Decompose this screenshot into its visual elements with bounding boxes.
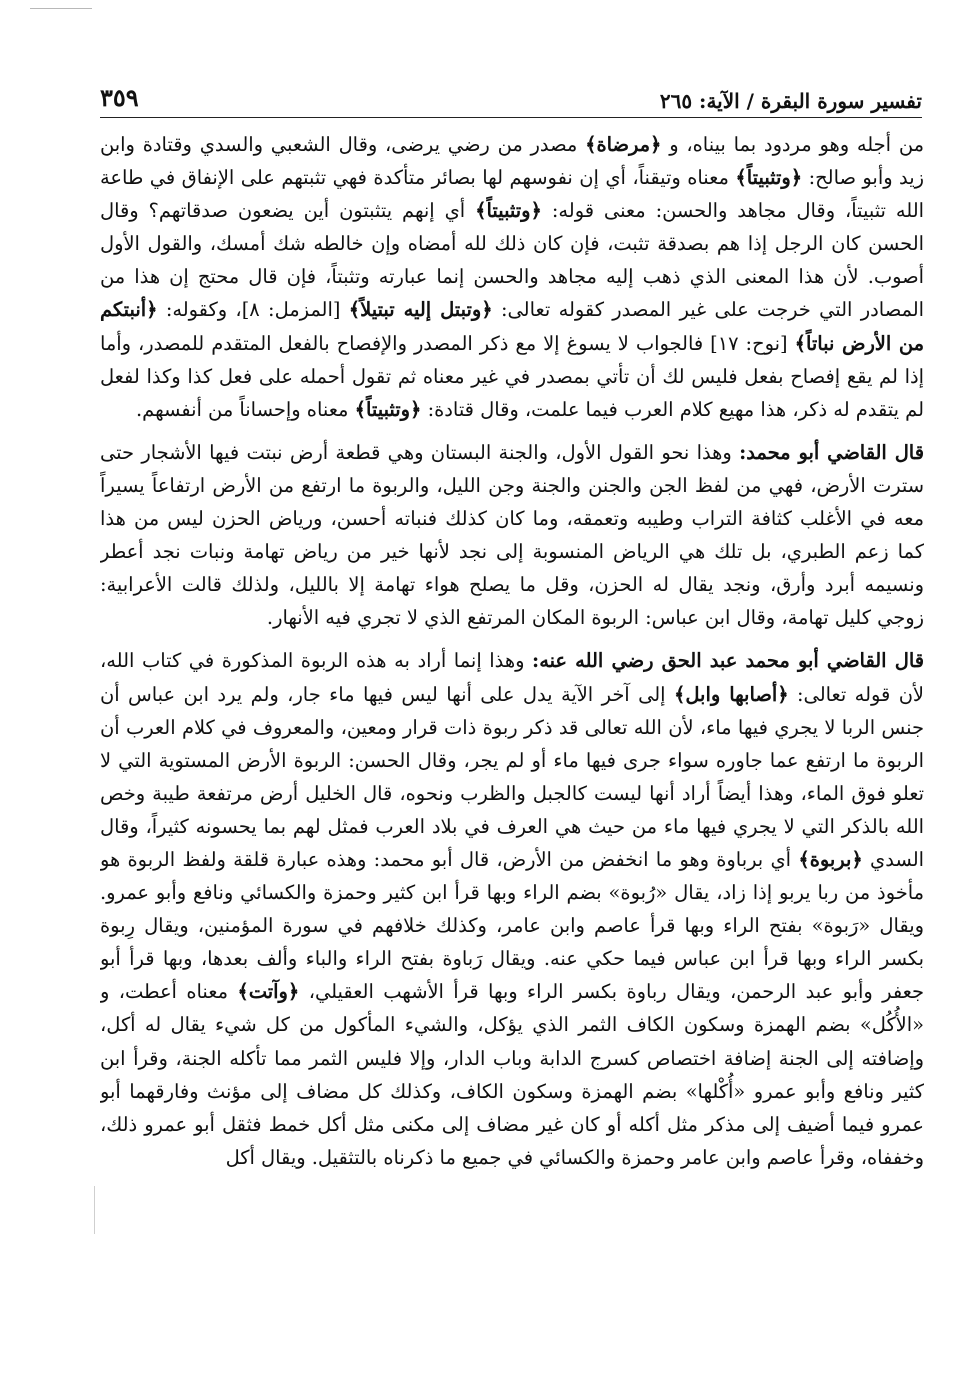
text-run: معناه وإحساناً من أنفسهم. — [136, 397, 355, 421]
text-run: إلى آخر الآية يدل على أنها ليس فيها ماء جار، ولم يرد ابن عباس أن جنس الربا لا يجري فيها ماء، لأن الله تعالى قد ذكر ربوة ذات قرار ومعين، والمعروف في كلام العرب أن الربوة ما ارتفع عما جاوره سواء جرى فيها ماء أو لم يجر، وقال الحسن: الربوة الأرض المستوية التي لا تعلو فوق الماء، وهذا أيضاً أراد أنها ليست كالجبل والظرب ونحوه، قال الخليل أرض مرتفعة طيبة وخص الله بالذكر التي لا يجري فيها ماء من حيث هي العرف في بلاد العرب فمثل لهم بما يحسونه كثيراً، وقال السدي — [100, 682, 924, 871]
page-number: ٣٥٩ — [100, 83, 139, 113]
quran-quote: ﴿وآتت﴾ — [237, 980, 300, 1004]
text-run: أي إنهم يتثبتون أين يضعون صدقاتهم؟ وقال الحسن كان الرجل إذا هم بصدقة تثبت، فإن كان ذلك لله أمضاه وإن خالطه شك أمسك، والقول الأول أصوب. لأن هذا المعنى الذي ذهب إليه مجاهد والحسن إنما عبارته وتثبتاً، فإن قال محتج إن هذا من المصادر التي خرجت على غير المصدر كقوله تعالى: — [100, 199, 924, 322]
running-title: تفسير سورة البقرة / الآية: ٢٦٥ — [659, 89, 922, 113]
page-body — [100, 128, 924, 1394]
paragraph — [100, 644, 924, 1174]
margin-mark — [94, 1186, 95, 1234]
text-run: أي برباوة وهو ما انخفض من الأرض، قال أبو محمد: وهذه عبارة قلقة ولفظ الربوة هو مأخوذ من ربا يربو إذا زاد، يقال «رُبوة» بضم الراء وبها قرأ ابن كثير وحمزة والكسائي ونافع وأبو عمرو. ويقال «رَبوة» بفتح الراء وبها قرأ عاصم وابن عامر، وكذلك خلافهم في سورة المؤمنين، ويقال رِبوة بكسر الراء وبها قرأ ابن عباس فيما حكي عنه. ويقال رَباوة بفتح الراء والباء وألف بعدها، وبها قرأ أبو جعفر وأبو عبد الرحمن، ويقال رباوة بكسر الراء وبها قرأ الأشهب العقيلي، — [100, 847, 924, 1004]
quran-quote: ﴿وتثبيتاً﴾ — [475, 199, 542, 223]
paragraph — [100, 128, 924, 426]
text-run: [نوح: ١٧] فالجواب لا يسوغ إلا مع ذكر المصدر والإفصاح بالفعل المتقدم للمصدر، وأما إذا لم يقع إفصاح بفعل فليس لك أن تأتي بمصدر في غير معناه ثم تقول أحمله على فعل كذا وكذا لفعل لم يتقدم له ذكر، هذا مهيع كلام العرب فيما علمت، وقال قتادة: — [100, 331, 924, 421]
scan-edge-mark — [30, 8, 92, 9]
text-run: معناه وتيقناً، أي إن نفوسهم لها بصائر متأكدة فهي تثبتهم على الإنفاق في طاعة الله تثبيتاً، وقال مجاهد والحسن: معنى قوله: — [100, 166, 924, 223]
quran-quote: ﴿وتثبيتاً﴾ — [735, 166, 803, 190]
quran-quote: ﴿أصابها وابل﴾ — [674, 682, 789, 706]
text-run: من أجله وهو مردود بما بيناه، و — [661, 133, 924, 156]
text-run: [المزمل: ٨]، وكقوله: — [157, 298, 349, 322]
quran-quote: ﴿مرضاة﴾ — [585, 133, 662, 156]
paragraph-lead: قال القاضي أبو محمد: — [739, 440, 924, 464]
quran-quote: ﴿وتثبيتاً﴾ — [354, 397, 422, 421]
paragraph-lead: قال القاضي أبو محمد عبد الحق رضي الله عنه: — [532, 649, 924, 673]
page-header — [100, 82, 922, 118]
paragraph — [100, 436, 924, 635]
text-run: مصدر من رضي يرضى، وقال الشعبي والسدي وقتادة وابن زيد وأبو صالح: — [100, 133, 924, 190]
text-run: معناه أعطت، و «الأُكُل» بضم الهمزة وسكون الكاف الثمر الذي يؤكل، والشيء المأكول من كل شيء يقال له أكل، وإضافته إلى الجنة إضافة اختصاص كسرج الدابة وباب الدار، وإلا فليس الثمر مما تأكله الجنة، وقرأ ابن كثير ونافع وأبو عمرو «أُكْلها» بضم الهمزة وسكون الكاف، وكذلك كل مضاف إلى مؤنث وفارقهما أبو عمرو فيما أضيف إلى مذكر مثل أكله أو كان غير مضاف إلى مكنى مثل أكل خمط فثقل أبو عمرو ذلك، وخففاه، وقرأ عاصم وابن عامر وحمزة والكسائي في جميع ما ذكرناه بالتثقيل. ويقال أكل — [100, 980, 924, 1169]
text-run: وهذا إنما أراد به هذه الربوة المذكورة في كتاب الله، لأن قوله تعالى: — [100, 649, 924, 706]
quran-quote: ﴿بربوة﴾ — [798, 847, 863, 871]
text-run: وهذا نحو القول الأول، والجنة البستان وهي قطعة أرض نبتت فيها الأشجار حتى سترت الأرض، فهي من لفظ الجن والجنن والجنة وجن الليل، والربوة ما ارتفع من الأرض ارتفاعاً يسيراً معه في الأغلب كثافة التراب وطيبه وتعمقه، وما كان كذلك فنباته أحسن، ورياض الحزن ليس من هذا كما زعم الطبري، بل تلك هي الرياض المنسوبة إلى نجد لأنها خير من رياض تهامة ونبات نجد أعطر ونسيمه أبرد وأرق، ونجد يقال له الحزن، وقل ما يصلح هواء تهامة إلا بالليل، ولذلك قالت الأعرابية: زوجي كليل تهامة، وقال ابن عباس: الربوة المكان المرتفع الذي لا تجري فيه الأنهار. — [100, 440, 924, 630]
quran-quote: ﴿وتبتل إليه تبتيلاً﴾ — [348, 298, 493, 322]
quran-quote: ﴿أنبتكم من الأرض نباتاً﴾ — [100, 298, 924, 355]
